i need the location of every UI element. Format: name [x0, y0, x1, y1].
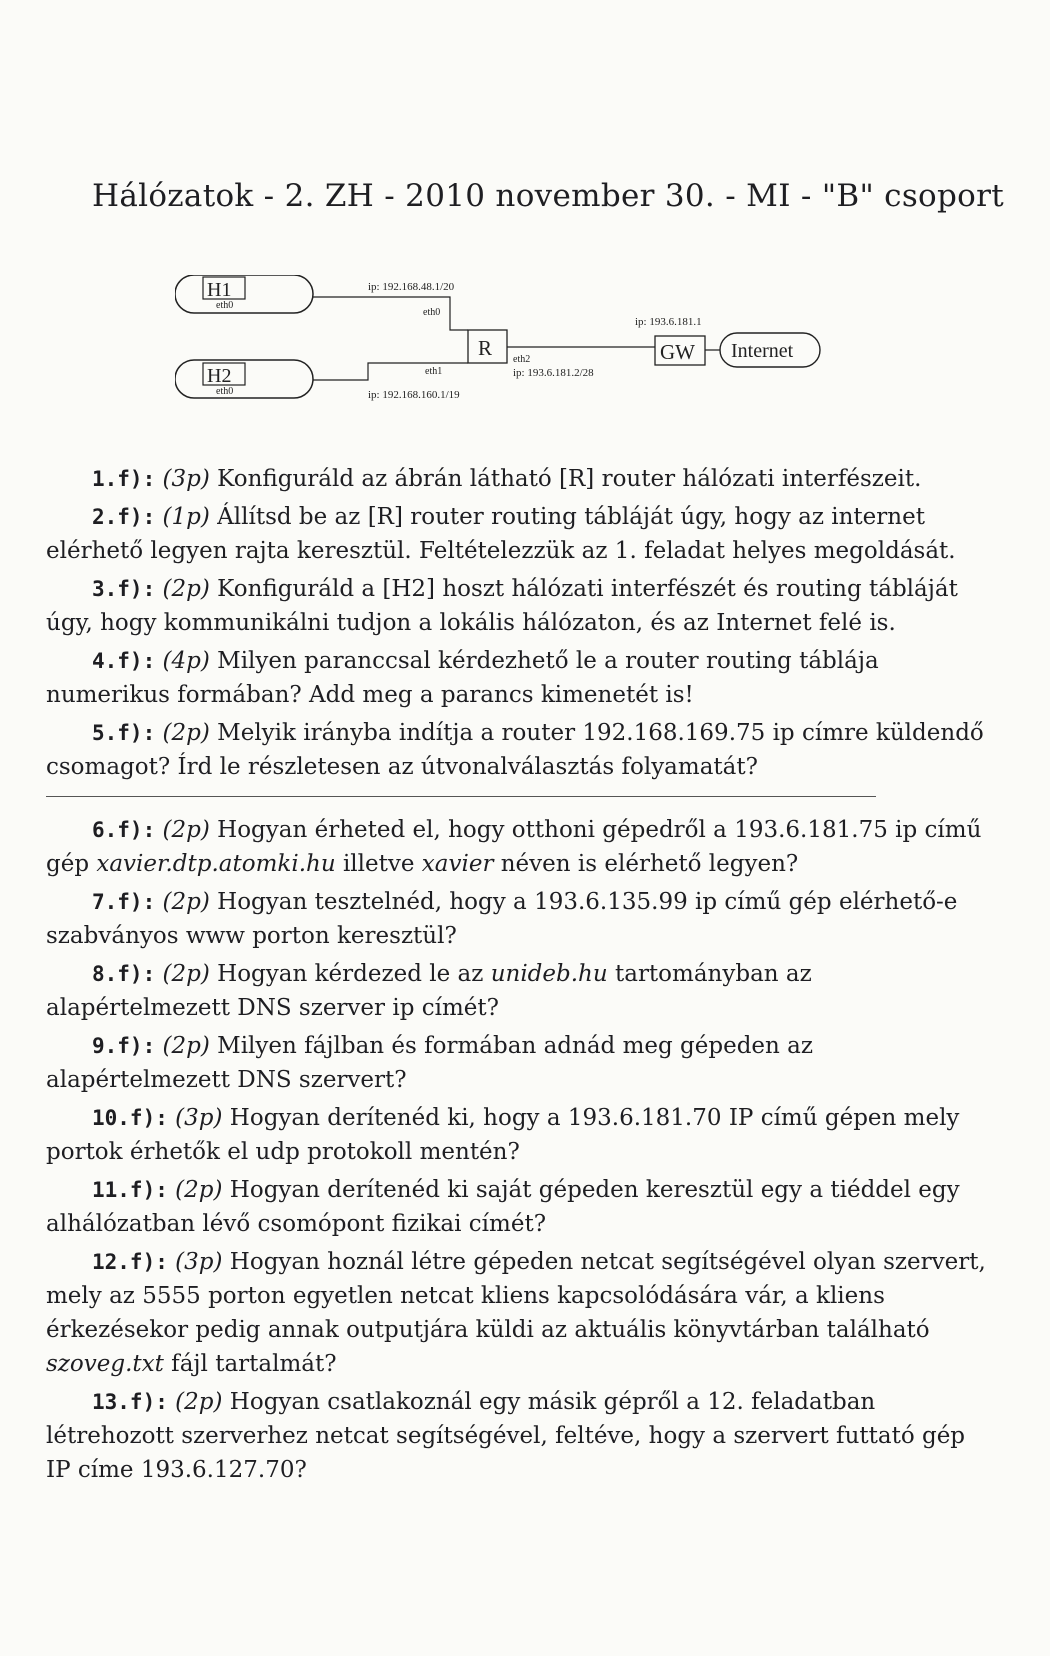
network-diagram — [175, 275, 835, 415]
question-11: 11.f): (2p) Hogyan derítenéd ki saját gépeden keresztül egy a tiéddel egy alhálózatban lévő csomópont fizikai címét? — [46, 1177, 960, 1237]
question-13: 13.f): (2p) Hogyan csatlakoznál egy másik gépről a 12. feladatban létrehozott szerverhez netcat segítségével, feltéve, hogy a szervert futtató gép IP címe 193.6.127.70? — [46, 1389, 966, 1483]
gw-ip: ip: 193.6.181.1 — [635, 316, 702, 328]
gateway-label: GW — [660, 340, 695, 364]
internet-label: Internet — [731, 340, 794, 362]
router-r-label: R — [478, 336, 493, 360]
question-2: 2.f): (1p) Állítsd be az [R] router routing tábláját úgy, hogy az internet elérhető legyen rajta keresztül. Feltételezzük az 1. feladat helyes megoldását. — [46, 504, 956, 564]
r-eth1-iface: eth1 — [425, 366, 443, 377]
host-h2-label: H2 — [207, 365, 232, 387]
question-list — [46, 462, 996, 1487]
link-h2-r — [313, 363, 468, 380]
host-h1-label: H1 — [207, 279, 232, 301]
host-h1-box — [175, 275, 313, 313]
host-h1-iface: eth0 — [216, 300, 234, 311]
question-1: 1.f): (3p) Konfiguráld az ábrán látható [R] router hálózati interfészeit. — [92, 466, 922, 492]
question-10: 10.f): (3p) Hogyan derítenéd ki, hogy a 193.6.181.70 IP című gépen mely portok érhetők el udp protokoll mentén? — [46, 1105, 960, 1165]
question-7: 7.f): (2p) Hogyan tesztelnéd, hogy a 193.6.135.99 ip című gép elérhető-e szabványos www porton keresztül? — [46, 889, 958, 949]
r-eth0-ip: ip: 192.168.48.1/20 — [368, 281, 455, 293]
question-5: 5.f): (2p) Melyik irányba indítja a router 192.168.169.75 ip címre küldendő csomagot? Írd le részletesen az útvonalválasztás folyamatát? — [46, 720, 984, 780]
section-divider — [46, 796, 876, 797]
exam-title: Hálózatok - 2. ZH - 2010 november 30. - MI - "B" csoport — [92, 178, 1004, 214]
r-eth2-ip: ip: 193.6.181.2/28 — [513, 367, 594, 379]
question-6: 6.f): (2p) Hogyan érheted el, hogy otthoni gépedről a 193.6.181.75 ip című gép xavier.dtp.atomki.hu illetve xavier néven is elérhető legyen? — [46, 817, 982, 877]
r-eth1-ip: ip: 192.168.160.1/19 — [368, 389, 460, 401]
question-4: 4.f): (4p) Milyen paranccsal kérdezhető le a router routing táblája numerikus formában? Add meg a parancs kimenetét is! — [46, 648, 879, 708]
r-eth2-iface: eth2 — [513, 354, 531, 365]
question-8: 8.f): (2p) Hogyan kérdezed le az unideb.hu tartományban az alapértelmezett DNS szerver ip címét? — [46, 961, 812, 1021]
question-9: 9.f): (2p) Milyen fájlban és formában adnád meg gépeden az alapértelmezett DNS szervert? — [46, 1033, 813, 1093]
link-h1-r — [313, 297, 468, 330]
question-3: 3.f): (2p) Konfiguráld a [H2] hoszt hálózati interfészét és routing tábláját úgy, hogy kommunikálni tudjon a lokális hálózaton, és az Internet felé is. — [46, 576, 958, 636]
host-h2-iface: eth0 — [216, 386, 234, 397]
host-h2-box — [175, 360, 313, 398]
r-eth0-iface: eth0 — [423, 307, 441, 318]
question-12: 12.f): (3p) Hogyan hoznál létre gépeden netcat segítségével olyan szervert, mely az 5555 porton egyetlen netcat kliens kapcsolódására vár, a kliens érkezésekor pedig annak outputjára küldi az aktuális könyvtárban található szoveg.txt fájl tartalmát? — [46, 1249, 986, 1377]
